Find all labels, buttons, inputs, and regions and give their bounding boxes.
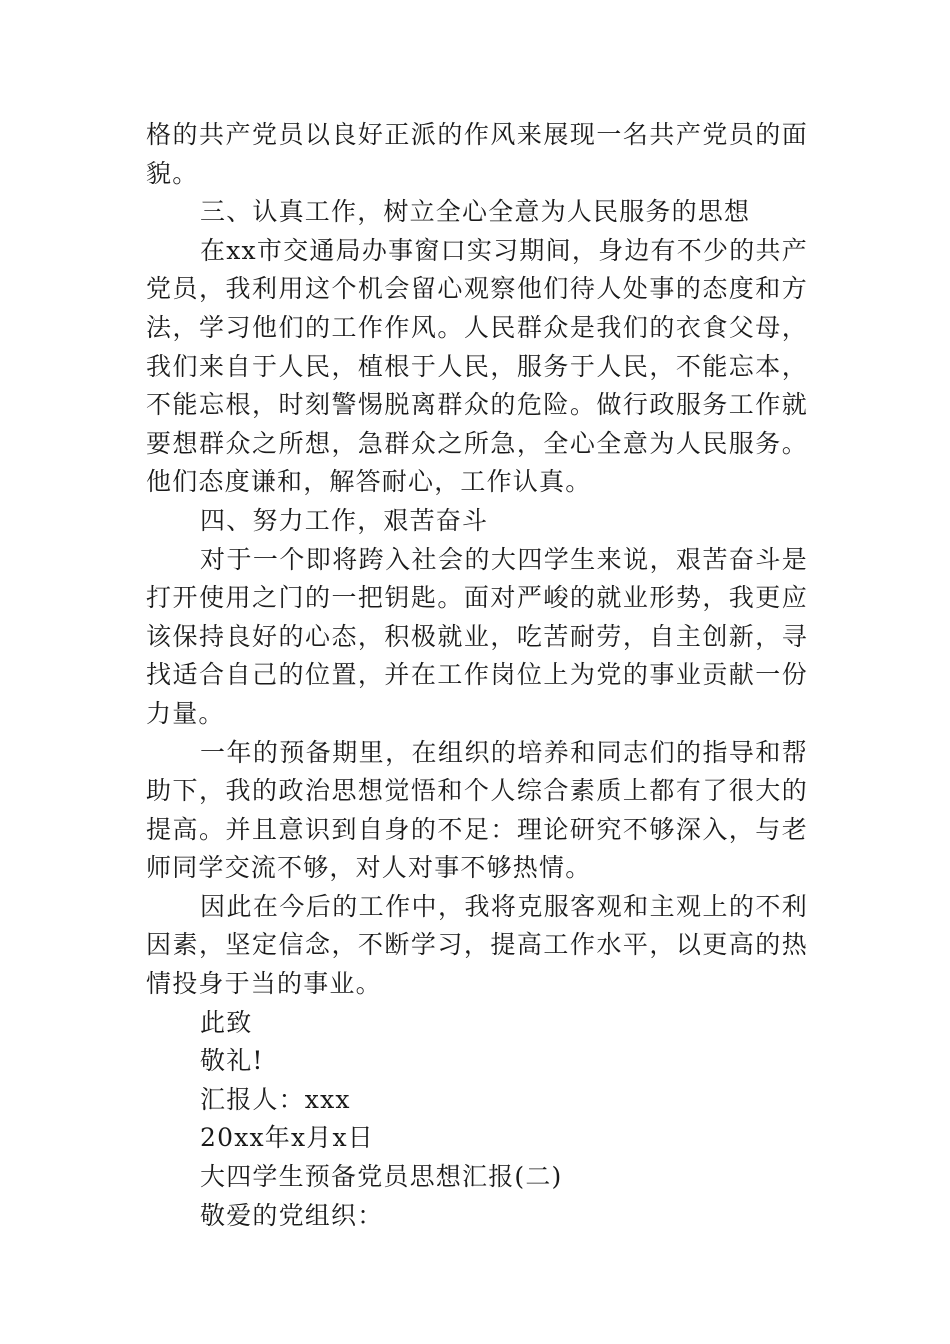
paragraph-hard-work: 对于一个即将跨入社会的大四学生来说，艰苦奋斗是打开使用之门的一把钥匙。面对严峻的就业形势，我更应该保持良好的心态，积极就业，吃苦耐劳，自主创新，寻找适合自己的位置，并在工作岗位上为党的事业贡献一份力量。 [146,544,808,728]
paragraph-continuation: 格的共产党员以良好正派的作风来展现一名共产党员的面貌。 [146,120,808,188]
next-report-title: 大四学生预备党员思想汇报(二) [200,1162,563,1192]
closing-salutation: 此致 [200,1007,253,1037]
paragraph-future-work: 因此在今后的工作中，我将克服客观和主观上的不利因素，坚定信念，不断学习，提高工作水平，以更高的热情投身于当的事业。 [146,891,808,999]
paragraph-probation-year: 一年的预备期里，在组织的培养和同志们的指导和帮助下，我的政治思想觉悟和个人综合素质上都有了很大的提高。并且意识到自身的不足：理论研究不够深入，与老师同学交流不够，对人对事不够热情。 [146,737,808,883]
next-report-greeting: 敬爱的党组织： [200,1200,384,1230]
section-heading-four: 四、努力工作，艰苦奋斗 [200,505,489,535]
paragraph-internship: 在xx市交通局办事窗口实习期间，身边有不少的共产党员，我利用这个机会留心观察他们待人处事的态度和方法，学习他们的工作作风。人民群众是我们的衣食父母，我们来自于人民，植根于人民，服务于人民，不能忘本，不能忘根，时刻警惕脱离群众的危险。做行政服务工作就要想群众之所想，急群众之所急，全心全意为人民服务。他们态度谦和，解答耐心，工作认真。 [146,235,808,497]
closing-regards: 敬礼! [200,1046,264,1076]
report-date: 20xx年x月x日 [200,1123,375,1153]
document-body [146,116,808,1235]
section-heading-three: 三、认真工作，树立全心全意为人民服务的思想 [200,197,751,227]
reporter-signature: 汇报人：xxx [200,1084,351,1114]
